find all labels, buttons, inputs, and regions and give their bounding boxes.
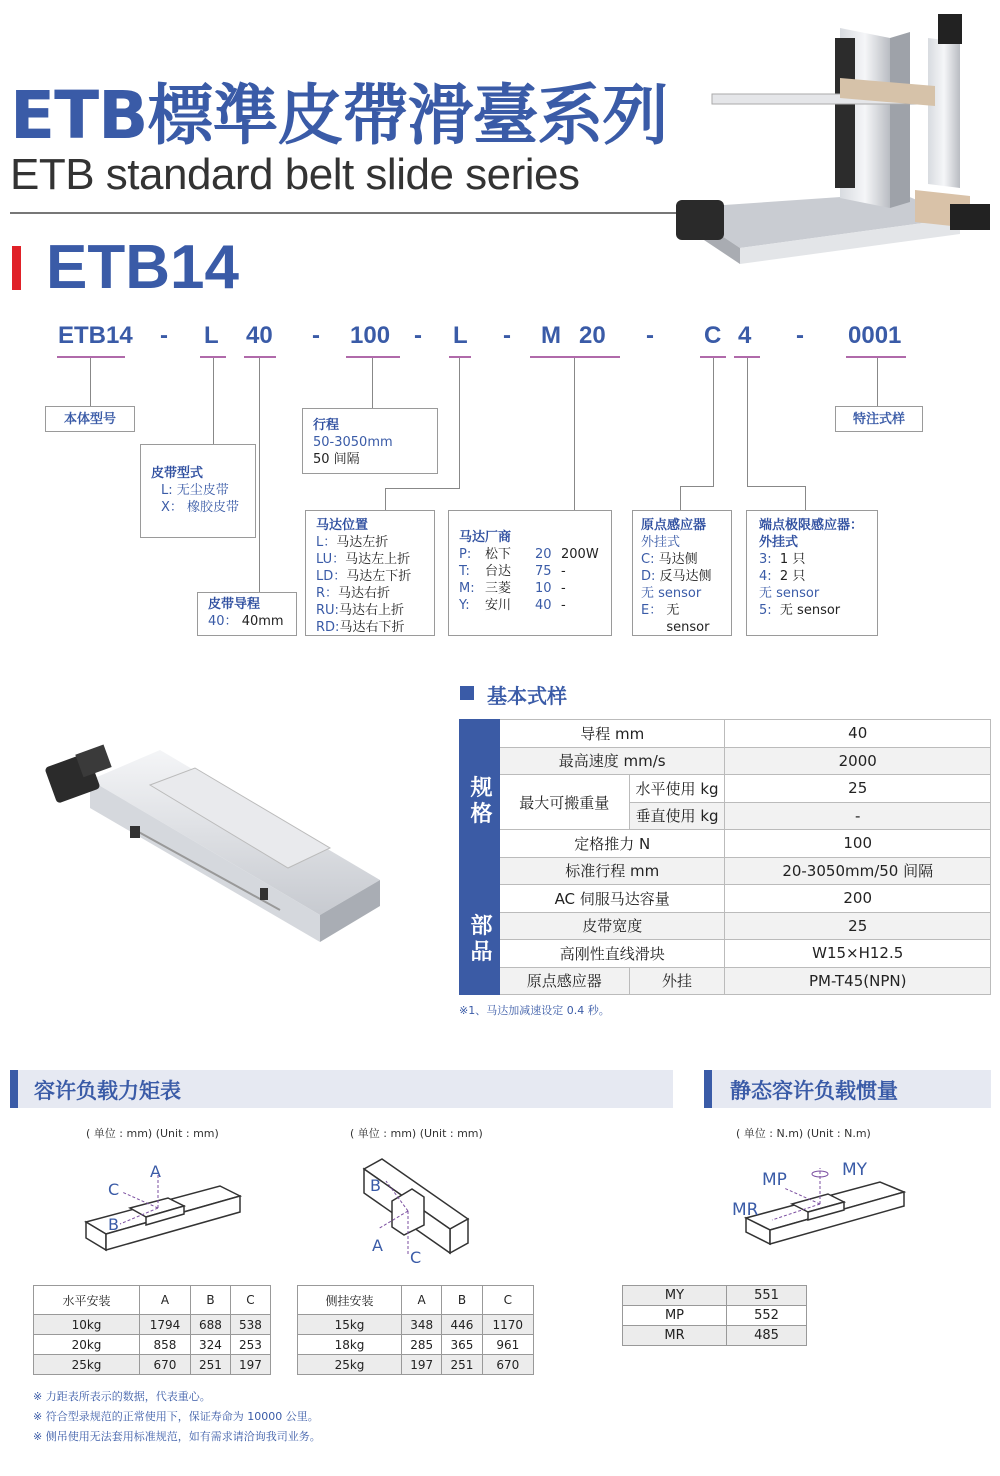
connector-line — [680, 486, 714, 487]
table-cell: 15kg — [298, 1315, 402, 1335]
table-cell: MP — [623, 1306, 727, 1326]
table-cell: 365 — [442, 1335, 482, 1355]
stroke-title: 行程 — [313, 418, 340, 433]
origin-key: 无 sensor — [641, 586, 702, 601]
code-underline — [449, 356, 471, 358]
table-row — [623, 1286, 807, 1306]
side-moment-table — [297, 1285, 534, 1375]
spec-note: ※1、马达加减速设定 0.4 秒。 — [459, 1004, 610, 1017]
section-marker — [460, 686, 474, 700]
maker-power: - — [561, 581, 566, 596]
table-cell: 197 — [402, 1355, 442, 1375]
table-cell: 285 — [402, 1335, 442, 1355]
footnote: ※ 力距表所表示的数据，代表重心。 — [33, 1390, 211, 1403]
stroke-box — [302, 408, 438, 474]
spec-value: W15×H12.5 — [725, 940, 991, 968]
maker-key: T: — [459, 564, 470, 579]
code-sep: - — [160, 322, 168, 349]
connector-line — [574, 358, 575, 510]
code-part-motor-maker: M — [541, 322, 561, 349]
inertia-unit: ( 单位 : N.m) (Unit : N.m) — [736, 1127, 871, 1140]
spec-label: 标准行程 mm — [499, 857, 724, 885]
code-underline — [244, 356, 276, 358]
spec-group-label: 部品 — [460, 885, 500, 995]
belt-lead-value: 40mm — [241, 614, 284, 629]
maker-power: - — [561, 598, 566, 613]
moment-label-mp: MP — [762, 1170, 787, 1190]
limit-key: 4: — [759, 569, 772, 584]
code-sep: - — [503, 322, 511, 349]
moment-label-mr: MR — [732, 1200, 759, 1220]
limit-key: 无 sensor — [759, 586, 820, 601]
code-part-motor-power: 20 — [579, 322, 606, 349]
table-cell: 10kg — [34, 1315, 140, 1335]
motor-pos-key: R： — [316, 586, 339, 601]
table-header: A — [402, 1286, 442, 1315]
footnote: ※ 侧吊使用无法套用标准规范，如有需求请洽询我司业务。 — [33, 1430, 321, 1443]
maker-name: 三菱 — [485, 581, 512, 596]
spec-value: 25 — [725, 912, 991, 940]
connector-line — [90, 358, 91, 406]
limit-value: 无 sensor — [779, 603, 841, 618]
table-row — [623, 1326, 807, 1346]
table-cell: MY — [623, 1286, 727, 1306]
stroke-range: 50-3050mm — [313, 435, 393, 450]
spec-label: 最大可搬重量 — [499, 775, 629, 830]
spec-sublabel: 外挂 — [629, 967, 725, 995]
limit-sensor-box — [746, 510, 878, 636]
spec-row — [460, 720, 991, 748]
table-row — [623, 1306, 807, 1326]
spec-row — [460, 857, 991, 885]
origin-value: 反马达侧 — [659, 569, 712, 584]
connector-line — [713, 358, 714, 486]
code-part-model: ETB14 — [58, 322, 133, 349]
motor-pos-value: 马达左折 — [336, 535, 389, 550]
dim-label-c: C — [108, 1180, 120, 1199]
table-header: 侧挂安装 — [298, 1286, 402, 1315]
page-title-cn: ETB標準皮帶滑臺系列 — [10, 77, 668, 154]
spec-row — [460, 912, 991, 940]
spec-value: 200 — [725, 885, 991, 913]
spec-label: 最高速度 mm/s — [499, 747, 724, 775]
maker-power-code: 10 — [535, 581, 552, 596]
table-cell: 253 — [230, 1335, 270, 1355]
maker-name: 安川 — [485, 598, 512, 613]
maker-power-code: 75 — [535, 564, 552, 579]
motor-pos-value: 马达左上折 — [345, 552, 411, 567]
moment-section-title: 容许负载力矩表 — [34, 1079, 181, 1103]
table-row — [298, 1315, 534, 1335]
dim-label-a: A — [150, 1162, 161, 1181]
maker-name: 松下 — [485, 547, 512, 562]
table-row — [34, 1315, 271, 1335]
table-row — [298, 1355, 534, 1375]
table-cell: 25kg — [298, 1355, 402, 1375]
spec-label: 原点感应器 — [499, 967, 629, 995]
table-header: A — [140, 1286, 191, 1315]
code-sep: - — [796, 322, 804, 349]
spec-row — [460, 967, 991, 995]
code-part-origin: C — [704, 322, 722, 349]
table-cell: 688 — [190, 1315, 230, 1335]
spec-value: - — [725, 802, 991, 830]
motor-pos-key: RD: — [316, 620, 340, 635]
spec-row — [460, 885, 991, 913]
table-cell: 670 — [482, 1355, 533, 1375]
spec-row — [460, 830, 991, 858]
table-cell: 538 — [230, 1315, 270, 1335]
maker-power: - — [561, 564, 566, 579]
connector-line — [805, 486, 806, 510]
table-row — [34, 1335, 271, 1355]
moment-band-marker — [10, 1070, 18, 1108]
spec-value: 2000 — [725, 747, 991, 775]
belt-lead-box — [197, 592, 297, 636]
motor-pos-value: 马达右折 — [338, 586, 391, 601]
connector-line — [259, 358, 260, 592]
table-cell: 1170 — [482, 1315, 533, 1335]
table-cell: 858 — [140, 1335, 191, 1355]
code-underline — [846, 356, 906, 358]
table-cell: 551 — [727, 1286, 807, 1306]
special-label: 特注式样 — [835, 406, 923, 432]
spec-sublabel: 垂直使用 kg — [629, 802, 725, 830]
belt-lead-key: 40： — [208, 614, 238, 629]
motor-pos-value: 马达右上折 — [338, 603, 404, 618]
connector-line — [680, 486, 681, 510]
spec-value: 25 — [725, 775, 991, 803]
title-divider — [10, 212, 680, 214]
limit-key: 3: — [759, 552, 772, 567]
origin-key: E： — [641, 603, 663, 618]
spec-value: 40 — [725, 720, 991, 748]
limit-value: 1 只 — [779, 552, 806, 567]
moment-unit-1: ( 单位 : mm) (Unit : mm) — [86, 1127, 219, 1140]
code-part-belt-type: L — [204, 322, 219, 349]
table-cell: 348 — [402, 1315, 442, 1335]
stroke-interval: 50 间隔 — [313, 452, 360, 467]
spec-label: 导程 mm — [499, 720, 724, 748]
table-cell: 20kg — [34, 1335, 140, 1355]
table-cell: MR — [623, 1326, 727, 1346]
table-cell: 552 — [727, 1306, 807, 1326]
dim-label-b: B — [108, 1215, 119, 1234]
inertia-section-title: 静态容许负载惯量 — [730, 1079, 898, 1103]
belt-lead-title: 皮带导程 — [208, 597, 261, 612]
page-title-en: ETB standard belt slide series — [10, 150, 580, 199]
maker-key: Y: — [459, 598, 470, 613]
code-sep: - — [646, 322, 654, 349]
spec-row — [460, 775, 991, 803]
moment-label-my: MY — [842, 1160, 868, 1180]
motor-pos-value: 马达右下折 — [339, 620, 405, 635]
table-cell: 18kg — [298, 1335, 402, 1355]
motor-maker-box — [448, 510, 612, 636]
belt-type-key: X： — [161, 500, 183, 515]
moment-unit-2: ( 单位 : mm) (Unit : mm) — [350, 1127, 483, 1140]
inertia-table — [622, 1285, 807, 1346]
table-row — [298, 1335, 534, 1355]
spec-label: AC 伺服马达容量 — [499, 885, 724, 913]
table-cell: 251 — [442, 1355, 482, 1375]
motor-pos-key: LU： — [316, 552, 346, 567]
spec-value: 20-3050mm/50 间隔 — [725, 857, 991, 885]
maker-name: 台达 — [485, 564, 512, 579]
multi-axis-product-image — [660, 8, 996, 280]
dim-label-a: A — [372, 1236, 383, 1255]
spec-row — [460, 747, 991, 775]
table-cell: 251 — [190, 1355, 230, 1375]
motor-position-title: 马达位置 — [316, 518, 369, 533]
horizontal-moment-table — [33, 1285, 271, 1375]
connector-line — [459, 358, 460, 488]
connector-line — [372, 358, 373, 408]
belt-type-box — [140, 444, 256, 538]
limit-key: 5: — [759, 603, 772, 618]
code-sep: - — [414, 322, 422, 349]
table-header-row — [298, 1286, 534, 1315]
body-model-label: 本体型号 — [45, 406, 135, 432]
motor-pos-value: 马达左下折 — [346, 569, 412, 584]
table-header: C — [482, 1286, 533, 1315]
code-underline — [57, 356, 125, 358]
motor-pos-key: L： — [316, 535, 337, 550]
connector-line — [877, 358, 878, 406]
spec-value: PM-T45(NPN) — [725, 967, 991, 995]
motor-pos-key: LD： — [316, 569, 347, 584]
origin-key: C: — [641, 552, 655, 567]
motor-pos-key: RU: — [316, 603, 339, 618]
table-row — [34, 1355, 271, 1375]
connector-line — [385, 488, 386, 510]
spec-value: 100 — [725, 830, 991, 858]
maker-power: 200W — [561, 547, 599, 562]
table-cell: 197 — [230, 1355, 270, 1375]
code-part-lead: 40 — [246, 322, 273, 349]
table-header: B — [190, 1286, 230, 1315]
connector-line — [747, 486, 805, 487]
table-header: C — [230, 1286, 270, 1315]
code-underline — [346, 356, 400, 358]
origin-value: 无 sensor — [666, 603, 710, 635]
connector-line — [747, 358, 748, 486]
belt-type-value: 无尘皮带 — [176, 483, 229, 498]
limit-value: 2 只 — [779, 569, 806, 584]
table-cell: 961 — [482, 1335, 533, 1355]
inertia-band-marker — [704, 1070, 712, 1108]
maker-power-code: 40 — [535, 598, 552, 613]
table-cell: 1794 — [140, 1315, 191, 1335]
origin-sensor-sub: 外挂式 — [641, 535, 681, 550]
origin-sensor-title: 原点感应器 — [641, 518, 707, 533]
limit-sensor-title: 端点极限感应器： — [759, 518, 864, 533]
belt-type-value: 橡胶皮带 — [187, 500, 240, 515]
maker-key: P: — [459, 547, 472, 562]
spec-label: 高刚性直线滑块 — [499, 940, 724, 968]
code-underline — [530, 356, 620, 358]
code-part-limit: 4 — [738, 322, 752, 349]
limit-sensor-sub: 外挂式 — [759, 535, 799, 550]
code-part-stroke: 100 — [350, 322, 391, 349]
motor-maker-title: 马达厂商 — [459, 530, 512, 545]
maker-key: M: — [459, 581, 475, 596]
table-cell: 670 — [140, 1355, 191, 1375]
spec-label: 定格推力 N — [499, 830, 724, 858]
table-header-row — [34, 1286, 271, 1315]
code-part-special: 0001 — [848, 322, 902, 349]
table-header: B — [442, 1286, 482, 1315]
table-cell: 324 — [190, 1335, 230, 1355]
etb14-product-image — [30, 730, 380, 950]
spec-sublabel: 水平使用 kg — [629, 775, 725, 803]
table-cell: 485 — [727, 1326, 807, 1346]
origin-key: D: — [641, 569, 656, 584]
table-cell: 446 — [442, 1315, 482, 1335]
spec-row — [460, 940, 991, 968]
code-sep: - — [312, 322, 320, 349]
model-title: ETB14 — [46, 233, 239, 302]
spec-label: 皮带宽度 — [499, 912, 724, 940]
origin-value: 马达侧 — [658, 552, 698, 567]
table-header: 水平安装 — [34, 1286, 140, 1315]
connector-line — [213, 358, 214, 444]
origin-sensor-box — [632, 510, 732, 636]
dim-label-c: C — [410, 1248, 422, 1267]
belt-type-title: 皮带型式 — [151, 466, 204, 481]
connector-line — [385, 488, 460, 489]
model-accent-bar — [12, 246, 21, 290]
spec-section-title: 基本式样 — [487, 684, 567, 708]
dim-label-b: B — [370, 1176, 381, 1195]
spec-table — [459, 719, 991, 995]
spec-group-label: 规格 — [460, 720, 500, 885]
maker-power-code: 20 — [535, 547, 552, 562]
code-part-motor-pos: L — [453, 322, 468, 349]
motor-position-box — [305, 510, 435, 636]
belt-type-key: L: — [161, 483, 173, 498]
table-cell: 25kg — [34, 1355, 140, 1375]
horizontal-mount-diagram — [80, 1160, 250, 1260]
footnote: ※ 符合型录规范的正常使用下，保证寿命为 10000 公里。 — [33, 1410, 319, 1423]
